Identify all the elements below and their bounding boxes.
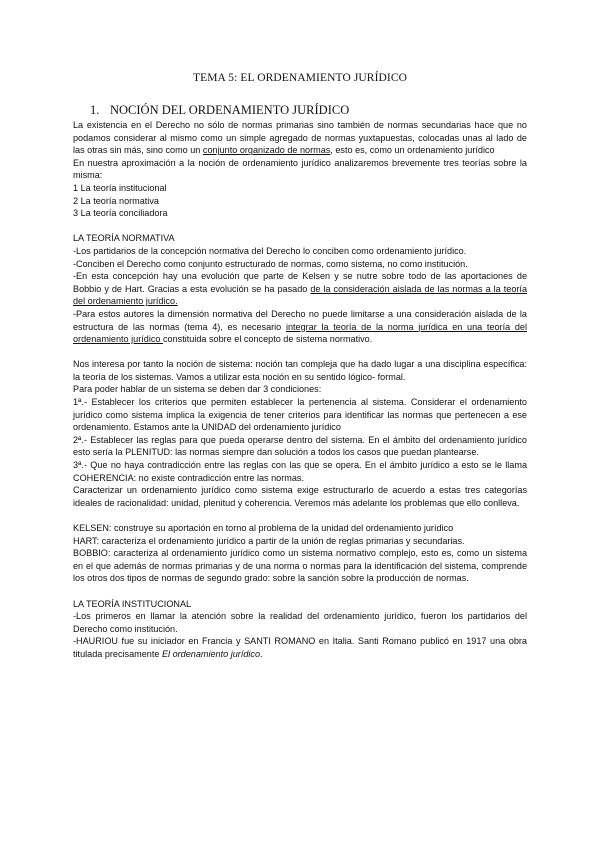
paragraph: 2ª.- Establecer las reglas para que pueda operarse dentro del sistema. En el ámbito del ordenamiento jurídico esto sería la PLENITUD: las normas siempre dan solución a todos los casos que puedan plantearse. xyxy=(73,434,527,458)
paragraph: HART: caracteriza el ordenamiento jurídico a partir de la unión de reglas primarias y secundarias. xyxy=(73,535,465,546)
paragraph: 3ª.- Que no haya contradicción entre las reglas con las que se opera. En el ámbito jurídico a esto se le llama COHERENCIA: no existe contradicción entre las normas. xyxy=(73,460,527,483)
section-number: 1. xyxy=(90,103,100,117)
paragraph: Caracterizar un ordenamiento jurídico como sistema exige estructurarlo de acuerdo a estas tres categorías ideales de racionalidad: unidad, plenitud y coherencia. Veremos más adelante los problemas que ello conlleva. xyxy=(73,485,527,508)
underlined-text: conjunto organizado de normas xyxy=(202,145,331,156)
subsection-heading: LA TEORÍA INSTITUCIONAL xyxy=(73,598,192,609)
paragraph: Nos interesa por tanto la noción de sistema: noción tan compleja que ha dado lugar a una disciplina específica: la teoría de los sistemas. Vamos a utilizar esta noción en su sentido lógico- formal. xyxy=(73,359,527,382)
paragraph: La existencia en el Derecho no sólo de normas primarias sino también de normas secundarias hace que no podamos considerar al mismo como un simple agregado de normas yuxtapuestas, colocadas unas al lado de las otras sin más, sino como un conjunto organizado de normas, esto es, como un ordenamiento jurídico xyxy=(73,120,527,156)
list-item: 1 La teoría institucional xyxy=(73,182,167,193)
list-item: 3 La teoría conciliadora xyxy=(73,208,168,219)
underlined-text: de la consideración aislada de las normas a la teoría del ordenamiento jurídico. xyxy=(73,283,527,307)
paragraph: -Los primeros en llamar la atención sobre la realidad del ordenamiento jurídico, fueron los partidarios del Derecho como institución. xyxy=(73,611,527,634)
paragraph: -Para estos autores la dimensión normativa del Derecho no puede limitarse a una consideración aislada de la estructura de las normas (tema 4), es necesario integrar la teoría de la norma jurídica en una teoría del ordenamiento jurídico constituida sobre el concepto de sistema normativo. xyxy=(73,308,527,345)
paragraph: BOBBIO: caracteriza al ordenamiento jurídico como un sistema normativo complejo, esto es, como un sistema en el que además de normas primarias y de una norma o normas para la identificación del sistema, comprende los otros dos tipos de normas de segundo grado: sobre la sanción sobre la producción de normas. xyxy=(73,548,527,584)
paragraph: -Conciben el Derecho como conjunto estructurado de normas, como sistema, no como institución. xyxy=(73,258,468,269)
paragraph: -Los partidarios de la concepción normativa del Derecho lo conciben como ordenamiento jurídico. xyxy=(73,245,467,256)
paragraph: 1ª.- Establecer los criterios que permiten establecer la pertenencia al sistema. Considerar el ordenamiento jurídico como sistema implica la exigencia de tener criterios para identificar las normas que pertenecen a ese ordenamiento. Estamos ante la UNIDAD del ordenamiento jurídico xyxy=(73,397,527,433)
underlined-text: integrar la teoría de la norma jurídica en una teoría del ordenamiento jurídico xyxy=(73,321,527,345)
paragraph: Para poder hablar de un sistema se deben dar 3 condiciones: xyxy=(73,384,322,395)
page-title: TEMA 5: EL ORDENAMIENTO JURÍDICO xyxy=(192,72,408,84)
section-title: NOCIÓN DEL ORDENAMIENTO JURÍDICO xyxy=(110,103,350,117)
paragraph: En nuestra aproximación a la noción de ordenamiento jurídico analizaremos brevemente tres teorías sobre la misma: xyxy=(73,157,527,181)
document-body xyxy=(73,119,527,661)
subsection-heading: LA TEORÍA NORMATIVA xyxy=(73,233,175,244)
section-heading xyxy=(90,103,349,118)
paragraph: -HAURIOU fue su iniciador en Francia y SANTI ROMANO en Italia. Santi Romano publicó en 1917 una obra titulada precisamente El ordenamiento jurídico. xyxy=(73,636,527,659)
paragraph: -En esta concepción hay una evolución que parte de Kelsen y se nutre sobre todo de las aportaciones de Bobbio y de Hart. Gracias a esta evolución se ha pasado de la consideración aislada de las normas a la teoría del ordenamiento jurídico. xyxy=(73,271,527,307)
italic-text: El ordenamiento jurídico xyxy=(161,648,261,659)
paragraph: KELSEN: construye su aportación en torno al problema de la unidad del ordenamiento jurídico xyxy=(73,523,454,533)
list-item: 2 La teoría normativa xyxy=(73,195,159,206)
